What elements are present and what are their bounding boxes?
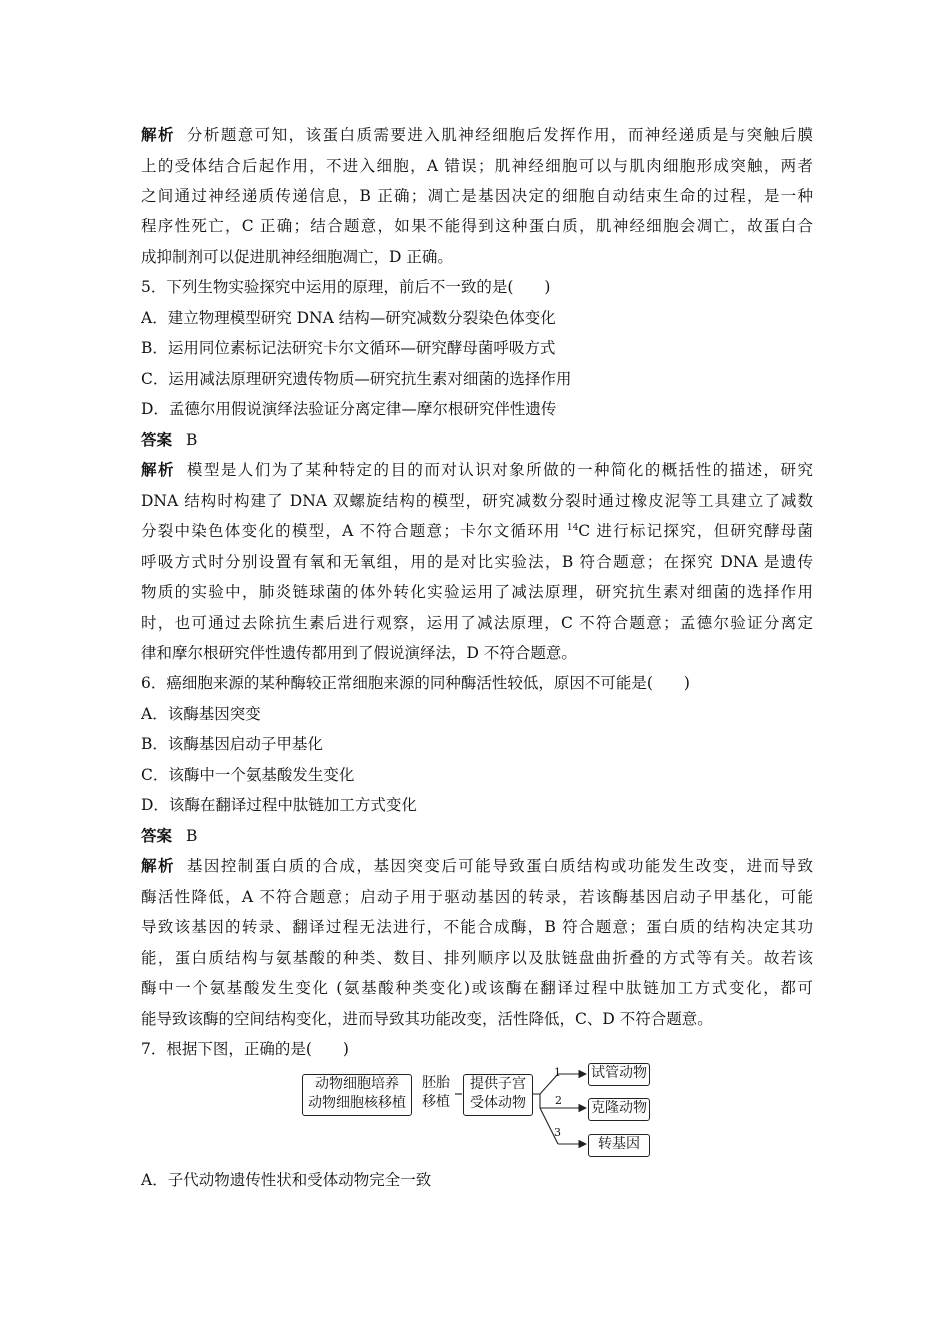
q6-answer: 答案 B — [141, 826, 198, 845]
q6-option-b: B．该酶基因启动子甲基化 — [141, 735, 323, 753]
q5-option-a: A．建立物理模型研究 DNA 结构—研究减数分裂染色体变化 — [141, 309, 556, 327]
branch-number-2: 2 — [555, 1094, 562, 1107]
q6-option-c: C．该酶中一个氨基酸发生变化 — [141, 766, 355, 784]
q6-analysis-line-3: 导致该基因的转录、翻译过程无法进行，不能合成酶，B 符合题意；蛋白质的结构决定其功 — [141, 918, 813, 936]
analysis-label: 解析 — [141, 460, 175, 479]
diagram-left-box: 动物细胞培养 动物细胞核移植 — [302, 1074, 412, 1116]
prev-analysis-line-3: 之间通过神经递质传递信息，B 正确；凋亡是基因决定的细胞自动结束生命的过程，是一种 — [141, 187, 813, 205]
q5-answer: 答案 B — [141, 430, 198, 449]
q5-analysis-line-2: DNA 结构时构建了 DNA 双螺旋结构的模型，研究减数分裂时通过橡皮泥等工具建立了减数 — [141, 492, 813, 510]
prev-analysis-line-2: 上的受体结合后起作用，不进入细胞，A 错误；肌神经细胞可以与肌肉细胞形成突触，两者 — [141, 157, 813, 175]
branch-stem — [532, 1094, 540, 1108]
prev-analysis-line-1: 解析 分析题意可知，该蛋白质需要进入肌神经细胞后发挥作用，而神经递质是与突触后膜 — [141, 125, 813, 144]
prev-analysis-line-4: 程序性死亡，C 正确；结合题意，如果不能得到这种蛋白质，肌神经细胞会凋亡，故蛋白合 — [141, 217, 813, 235]
q6-analysis-line-4: 能，蛋白质结构与氨基酸的种类、数目、排列顺序以及肽链盘曲折叠的方式等有关。故若该 — [141, 949, 813, 967]
q6-analysis-line-2: 酶活性降低，A 不符合题意；启动子用于驱动基因的转录，若该酶基因启动子甲基化，可能 — [141, 888, 813, 906]
q5-analysis-line-7: 律和摩尔根研究伴性遗传都用到了假说演绎法，D 不符合题意。 — [141, 644, 577, 662]
q5-analysis-line-1: 解析 模型是人们为了某种特定的目的而对认识对象所做的一种简化的概括性的描述，研究 — [141, 460, 813, 479]
q5-analysis-line-6: 时，也可通过去除抗生素后进行观察，运用了减法原理，C 不符合题意；孟德尔验证分离定 — [141, 614, 813, 632]
q6-option-d: D．该酶在翻译过程中肽链加工方式变化 — [141, 796, 417, 814]
q5-option-d: D．孟德尔用假说演绎法验证分离定律—摩尔根研究伴性遗传 — [141, 400, 557, 418]
output-box-test-tube: 试管动物 — [588, 1063, 650, 1086]
q6-analysis-line-1: 解析 基因控制蛋白质的合成，基因突变后可能导致蛋白质结构或功能发生改变，进而导致 — [141, 856, 813, 875]
q5-option-b: B．运用同位素标记法研究卡尔文循环—研究酵母菌呼吸方式 — [141, 339, 556, 357]
q5-option-c: C．运用减法原理研究遗传物质—研究抗生素对细菌的选择作用 — [141, 370, 572, 388]
prev-analysis-line-5: 成抑制剂可以促进肌神经细胞凋亡，D 正确。 — [141, 248, 453, 266]
q6-analysis-line-6: 能导致该酶的空间结构变化，进而导致其功能改变，活性降低，C、D 不符合题意。 — [141, 1010, 713, 1028]
q6-option-a: A．该酶基因突变 — [141, 705, 261, 723]
analysis-label: 解析 — [141, 125, 175, 144]
q6-analysis-line-5: 酶中一个氨基酸发生变化 (氨基酸种类变化)或该酶在翻译过程中肽链加工方式变化，都可 — [141, 979, 813, 997]
answer-label: 答案 — [141, 430, 173, 449]
q7-flow-diagram — [300, 1060, 660, 1160]
branch-number-3: 3 — [554, 1126, 561, 1139]
q7-stem: 7．根据下图，正确的是( ) — [141, 1040, 349, 1058]
q6-stem: 6．癌细胞来源的某种酶较正常细胞来源的同种酶活性较低，原因不可能是( ) — [141, 674, 690, 692]
q5-stem: 5．下列生物实验探究中运用的原理，前后不一致的是( ) — [141, 278, 551, 296]
diagram-center-box: 提供子宫 受体动物 — [463, 1074, 533, 1116]
output-box-clone: 克隆动物 — [588, 1098, 650, 1121]
branch-number-1: 1 — [554, 1066, 561, 1079]
q7-option-a: A．子代动物遗传性状和受体动物完全一致 — [141, 1171, 432, 1189]
analysis-label: 解析 — [141, 856, 175, 875]
output-box-transgenic: 转基因 — [588, 1134, 650, 1157]
answer-label: 答案 — [141, 826, 173, 845]
q5-analysis-line-3: 分裂中染色体变化的模型，A 不符合题意；卡尔文循环用 $^{14}$C 进行标记探究，但研究酵母菌 — [141, 522, 813, 540]
diagram-middle-text: 胚胎 移植 — [422, 1075, 450, 1110]
q5-analysis-line-4: 呼吸方式时分别设置有氧和无氧组，用的是对比实验法，B 符合题意；在探究 DNA 是遗传 — [141, 553, 813, 571]
q5-analysis-line-5: 物质的实验中，肺炎链球菌的体外转化实验运用了减法原理，研究抗生素对细菌的选择作用 — [141, 583, 813, 601]
